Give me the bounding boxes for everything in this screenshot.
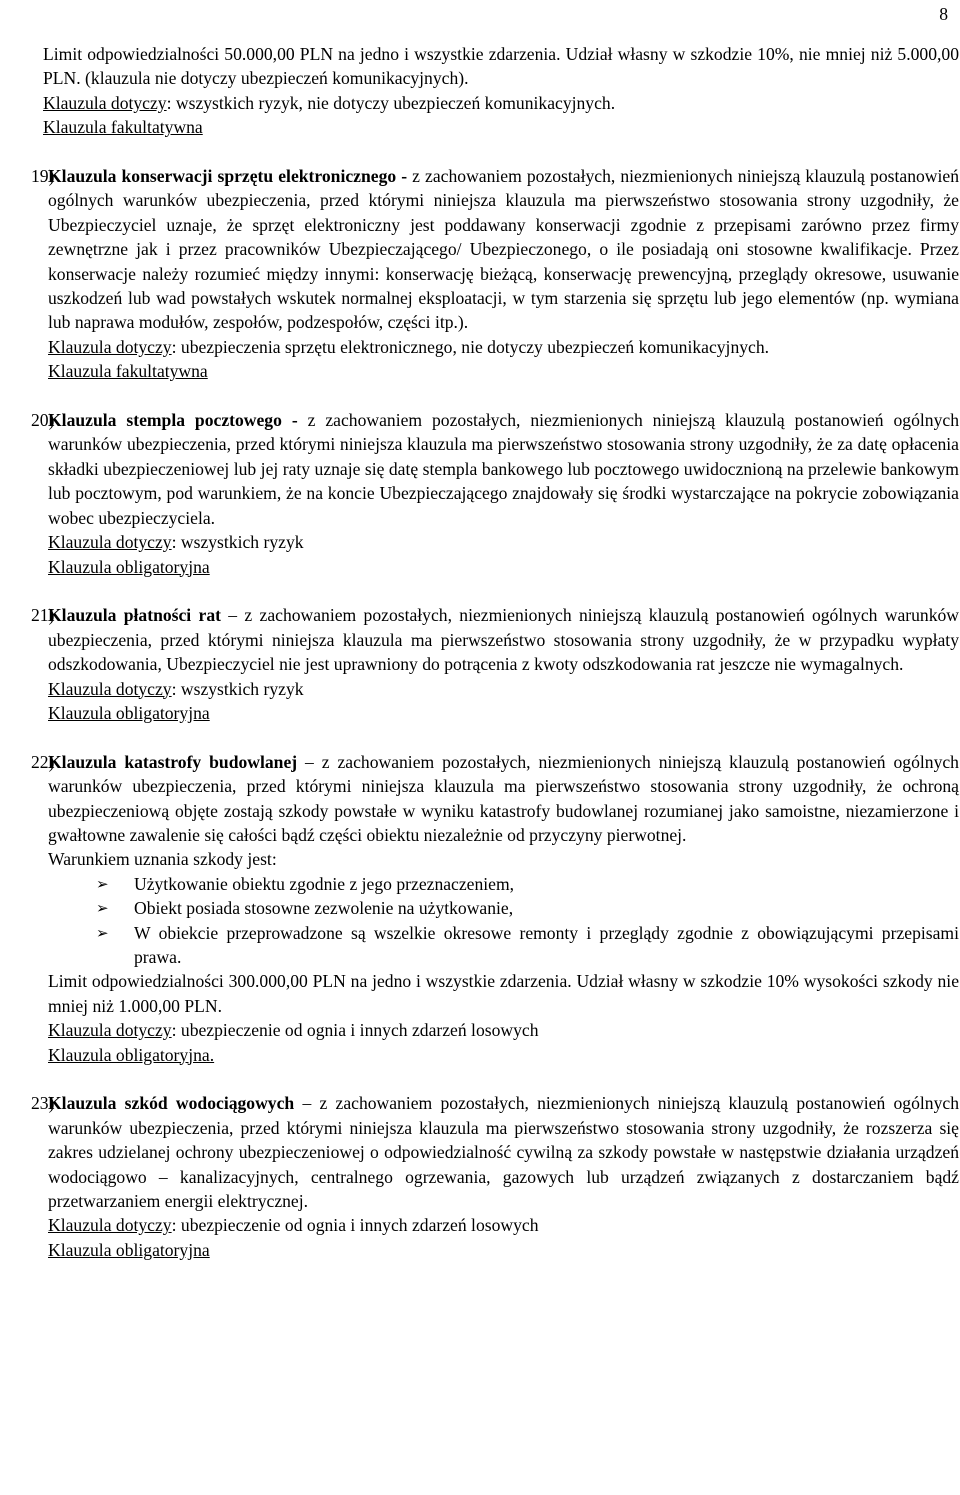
applies-value: : ubezpieczenie od ognia i innych zdarzeń losowych [171,1020,539,1041]
clause-number: 20) [31,410,55,431]
intro-clause-type [43,115,959,139]
list-item [96,872,959,896]
arrow-bullet-icon: ➢ [96,923,109,942]
clause-type-label: Klauzula obligatoryjna [48,702,210,723]
applies-label: Klauzula dotyczy [48,1215,172,1236]
clause-22-applies [48,1018,959,1042]
clause-21-type [48,701,959,725]
applies-label: Klauzula dotyczy [48,678,172,699]
list-item [96,896,959,920]
clause-title: Klauzula konserwacji sprzętu elektronicznego - [48,166,413,187]
clause-22-text [48,750,959,848]
condition-text: W obiekcie przeprowadzone są wszelkie okresowe remonty i przeglądy zgodnie z obowiązującymi przepisami prawa. [134,922,959,967]
applies-value: : wszystkich ryzyk [171,678,304,699]
clause-title: Klauzula szkód wodociągowych [48,1093,295,1114]
clause-number: 21) [31,605,55,626]
clause-title: Klauzula płatności rat [48,605,221,626]
clause-20-type [48,555,959,579]
clause-22-limit: Limit odpowiedzialności 300.000,00 PLN na jedno i wszystkie zdarzenia. Udział własny w szkodzie 10% wysokości szkody nie mniej niż 1.000,00 PLN. [48,971,959,1016]
arrow-bullet-icon: ➢ [96,899,109,918]
clause-19-text [48,164,959,335]
applies-label: Klauzula dotyczy [43,92,167,113]
applies-value: : wszystkich ryzyk, nie dotyczy ubezpieczeń komunikacyjnych. [166,92,616,113]
applies-value: : ubezpieczenia sprzętu elektronicznego, nie dotyczy ubezpieczeń komunikacyjnych. [171,336,770,357]
list-item [96,921,959,970]
clause-number: 19) [31,166,55,187]
clause-type-label: Klauzula fakultatywna [48,361,208,382]
clause-19 [31,164,959,384]
clause-22-type [48,1043,959,1067]
applies-value: : wszystkich ryzyk [171,532,304,553]
clause-21-text [48,603,959,676]
clause-20-text [48,408,959,530]
applies-value: : ubezpieczenie od ognia i innych zdarzeń losowych [171,1215,539,1236]
page-number: 8 [939,4,948,24]
applies-label: Klauzula dotyczy [48,532,172,553]
clause-number: 22) [31,751,55,772]
clause-type-label: Klauzula fakultatywna [43,117,203,138]
applies-label: Klauzula dotyczy [48,336,172,357]
clause-23-applies [48,1213,959,1237]
document-body [31,42,959,1262]
conditions-intro: Warunkiem uznania szkody jest: [48,849,277,870]
clause-title: Klauzula katastrofy budowlanej [48,751,298,772]
clause-20-applies [48,530,959,554]
clause-19-applies [48,335,959,359]
clause-22 [31,750,959,1067]
intro-applies-line [43,91,959,115]
clause-body: – z zachowaniem pozostałych, niezmienionych niniejszą klauzulą postanowień ogólnych warunków ubezpieczenia, przed którymi niniejsza klauzula ma pierwszeństwo stosowania strony uzgodniły, że ochroną ubezpieczeniową objęte zostają szkody powstałe w wyniku katastrofy budowlanej rozumianej jako samoistne, niezamierzone i gwałtowne zawalenie się całości bądź części obiektu niezależnie od przyczyny pierwotnej. [48,751,959,845]
intro-limit-text: Limit odpowiedzialności 50.000,00 PLN na jedno i wszystkie zdarzenia. Udział własny w szkodzie 10%, nie mniej niż 5.000,00 PLN. (klauzula nie dotyczy ubezpieczeń komunikacyjnych). [43,44,959,89]
clause-20 [31,408,959,579]
clause-23 [31,1091,959,1262]
clause-title: Klauzula stempla pocztowego - [48,410,308,431]
conditions-list [48,872,959,970]
clause-body: z zachowaniem pozostałych, niezmienionych niniejszą klauzulą postanowień ogólnych warunków ubezpieczenia, przed którymi niniejsza klauzula ma pierwszeństwo stosowania strony uzgodniły, że Ubezpieczyciel uznaje, że sprzęt elektroniczny jest poddawany konserwacji zgodnie z przepisami zarówno przez firmy zewnętrzne jak i przez pracowników Ubezpieczającego/ Ubezpieczonego, o ile posiadają oni stosowne kwalifikacje. Przez konserwacje należy rozumieć między innymi: konserwację bieżącą, konserwację prewencyjną, przeglądy okresowe, usuwanie uszkodzeń lub wad powstałych wskutek normalnej eksploatacji, w tym starzenia się sprzętu lub jego elementów (np. wymiana lub naprawa modułów, zespołów, podzespołów, części itp.). [48,166,959,333]
clause-type-label: Klauzula obligatoryjna [48,556,210,577]
clause-type-label: Klauzula obligatoryjna. [48,1044,215,1065]
clause-23-text [48,1091,959,1213]
clause-body: – z zachowaniem pozostałych, niezmienionych niniejszą klauzulą postanowień ogólnych warunków ubezpieczenia, przed którymi niniejsza klauzula ma pierwszeństwo stosowania strony uzgodniły, że w przypadku wypłaty odszkodowania, Ubezpieczyciel nie jest uprawniony do potrącenia z kwoty odszkodowania rat jeszcze nie wymagalnych. [48,605,960,675]
clause-body: z zachowaniem pozostałych, niezmienionych niniejszą klauzulą postanowień ogólnych warunków ubezpieczenia, przed którymi niniejsza klauzula ma pierwszeństwo stosowania strony uzgodniły, że za datę opłacenia składki ubezpieczeniowej lub jej raty uznaje się datę stempla bankowego lub pocztowego uwidocznioną na przelewie bankowym lub pocztowym, pod warunkiem, że na koncie Ubezpieczającego znajdowały się środki wystarczające na pokrycie zobowiązania wobec ubezpieczyciela. [48,410,959,528]
clause-body: – z zachowaniem pozostałych, niezmienionych niniejszą klauzulą postanowień ogólnych warunków ubezpieczenia, przed którymi niniejsza klauzula ma pierwszeństwo stosowania strony uzgodniły, że rozszerza się zakres udzielanej ochrony ubezpieczeniowej o odpowiedzialność cywilną za szkody powstałe w następstwie działania urządzeń wodociągowo – kanalizacyjnych, centralnego ogrzewania, gazowych lub urządzeń związanych z dostarczaniem bądź przetwarzaniem energii elektrycznej. [48,1093,959,1212]
clause-23-type [48,1238,959,1262]
clause-21 [31,603,959,725]
arrow-bullet-icon: ➢ [96,874,109,893]
clause-number: 23) [31,1093,55,1114]
clause-type-label: Klauzula obligatoryjna [48,1239,210,1260]
condition-text: Użytkowanie obiektu zgodnie z jego przeznaczeniem, [134,873,515,894]
applies-label: Klauzula dotyczy [48,1020,172,1041]
clause-19-type [48,359,959,383]
intro-section [31,42,959,140]
clause-21-applies [48,677,959,701]
condition-text: Obiekt posiada stosowne zezwolenie na użytkowanie, [134,898,514,919]
